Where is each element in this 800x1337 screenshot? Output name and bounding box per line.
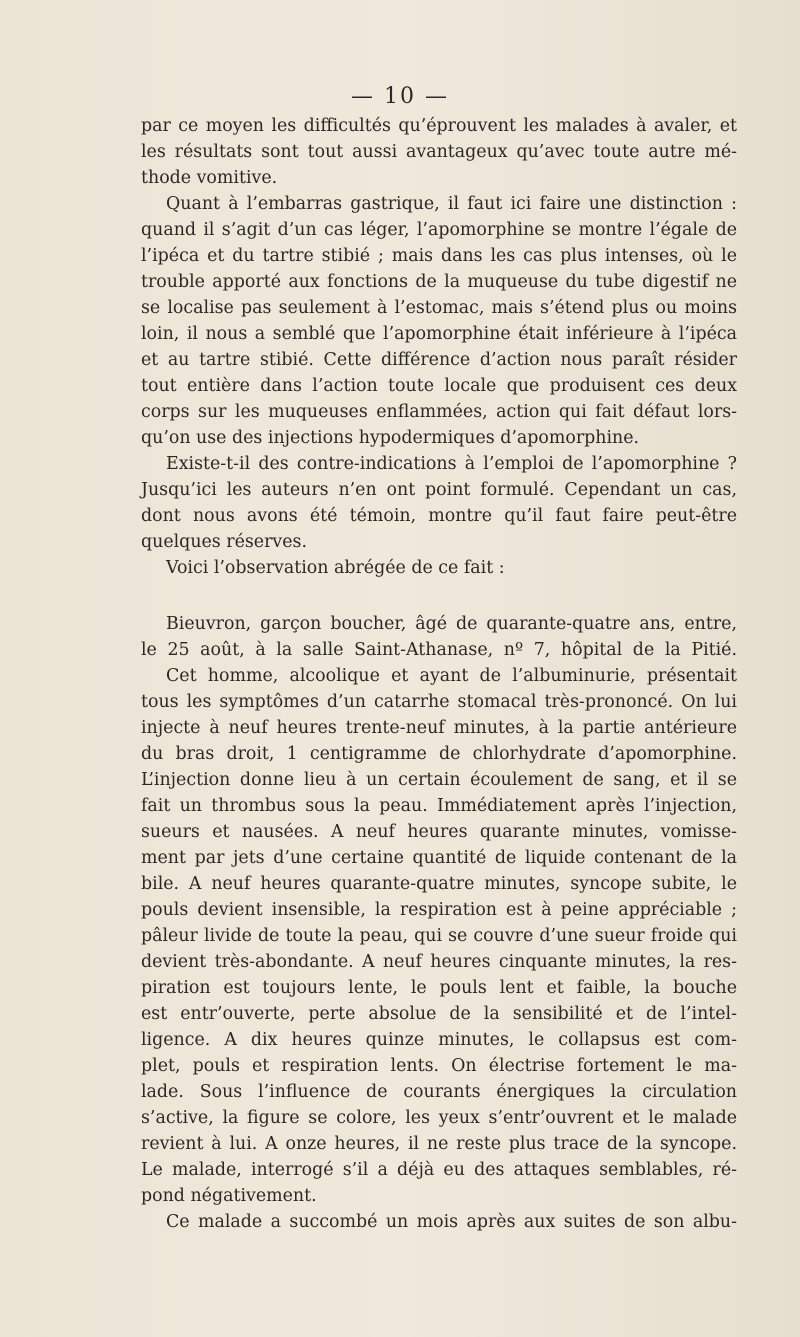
text-line: Le malade, interrogé s’il a déjà eu des attaques semblables, ré- bbox=[141, 1160, 737, 1180]
text-line: les résultats sont tout aussi avantageux qu’avec toute autre mé- bbox=[141, 142, 737, 162]
text-line: revient à lui. A onze heures, il ne reste plus trace de la syncope. bbox=[141, 1134, 737, 1154]
text-line: Ce malade a succombé un mois après aux suites de son albu- bbox=[166, 1212, 737, 1232]
text-line: et au tartre stibié. Cette différence d’action nous paraît résider bbox=[141, 350, 737, 370]
text-line: l’ipéca et du tartre stibié ; mais dans les cas plus intenses, où le bbox=[141, 246, 737, 266]
text-line: le 25 août, à la salle Saint-Athanase, nº 7, hôpital de la Pitié. bbox=[141, 640, 737, 660]
text-line: tout entière dans l’action toute locale que produisent ces deux bbox=[141, 376, 737, 396]
text-line: injecte à neuf heures trente-neuf minutes, à la partie antérieure bbox=[141, 718, 737, 738]
text-line: piration est toujours lente, le pouls lent et faible, la bouche bbox=[141, 978, 737, 998]
text-line: dont nous avons été témoin, montre qu’il faut faire peut-être bbox=[141, 506, 737, 526]
text-line: pond négativement. bbox=[141, 1186, 317, 1206]
text-line: lade. Sous l’influence de courants énergiques la circulation bbox=[141, 1082, 737, 1102]
text-line: ligence. A dix heures quinze minutes, le collapsus est com- bbox=[141, 1030, 737, 1050]
text-line: ment par jets d’une certaine quantité de liquide contenant de la bbox=[141, 848, 737, 868]
text-line: est entr’ouverte, perte absolue de la sensibilité et de l’intel- bbox=[141, 1004, 737, 1024]
text-line: Existe-t-il des contre-indications à l’emploi de l’apomorphine ? bbox=[166, 454, 737, 474]
text-line: loin, il nous a semblé que l’apomorphine était inférieure à l’ipéca bbox=[141, 324, 737, 344]
text-line: corps sur les muqueuses enflammées, action qui fait défaut lors- bbox=[141, 402, 737, 422]
text-line: qu’on use des injections hypodermiques d’apomorphine. bbox=[141, 428, 640, 448]
text-line: fait un thrombus sous la peau. Immédiatement après l’injection, bbox=[141, 796, 737, 816]
text-line: Cet homme, alcoolique et ayant de l’albuminurie, présentait bbox=[166, 666, 737, 686]
text-line: quand il s’agit d’un cas léger, l’apomorphine se montre l’égale de bbox=[141, 220, 737, 240]
text-line: tous les symptômes d’un catarrhe stomacal très-prononcé. On lui bbox=[141, 692, 737, 712]
text-line: s’active, la figure se colore, les yeux s’entr’ouvrent et le malade bbox=[141, 1108, 737, 1128]
text-line: par ce moyen les difficultés qu’éprouvent les malades à avaler, et bbox=[141, 116, 737, 136]
text-line: trouble apporté aux fonctions de la muqueuse du tube digestif ne bbox=[141, 272, 737, 292]
text-line: bile. A neuf heures quarante-quatre minutes, syncope subite, le bbox=[141, 874, 737, 894]
text-line: pouls devient insensible, la respiration est à peine appréciable ; bbox=[141, 900, 737, 920]
text-line: sueurs et nausées. A neuf heures quarante minutes, vomisse- bbox=[141, 822, 737, 842]
text-line: L’injection donne lieu à un certain écoulement de sang, et il se bbox=[141, 770, 737, 790]
text-line: se localise pas seulement à l’estomac, mais s’étend plus ou moins bbox=[141, 298, 737, 318]
text-line: Jusqu’ici les auteurs n’en ont point formulé. Cependant un cas, bbox=[141, 480, 737, 500]
text-line: Bieuvron, garçon boucher, âgé de quarante-quatre ans, entre, bbox=[166, 614, 737, 634]
text-line: pâleur livide de toute la peau, qui se couvre d’une sueur froide qui bbox=[141, 926, 737, 946]
text-line: du bras droit, 1 centigramme de chlorhydrate d’apomorphine. bbox=[141, 744, 737, 764]
text-line: plet, pouls et respiration lents. On électrise fortement le ma- bbox=[141, 1056, 737, 1076]
text-line: quelques réserves. bbox=[141, 532, 307, 552]
page-number: — 10 — bbox=[351, 84, 449, 109]
text-line: Voici l’observation abrégée de ce fait : bbox=[166, 558, 505, 578]
text-line: devient très-abondante. A neuf heures cinquante minutes, la res- bbox=[141, 952, 737, 972]
text-line: thode vomitive. bbox=[141, 168, 278, 188]
text-line: Quant à l’embarras gastrique, il faut ici faire une distinction : bbox=[166, 194, 737, 214]
